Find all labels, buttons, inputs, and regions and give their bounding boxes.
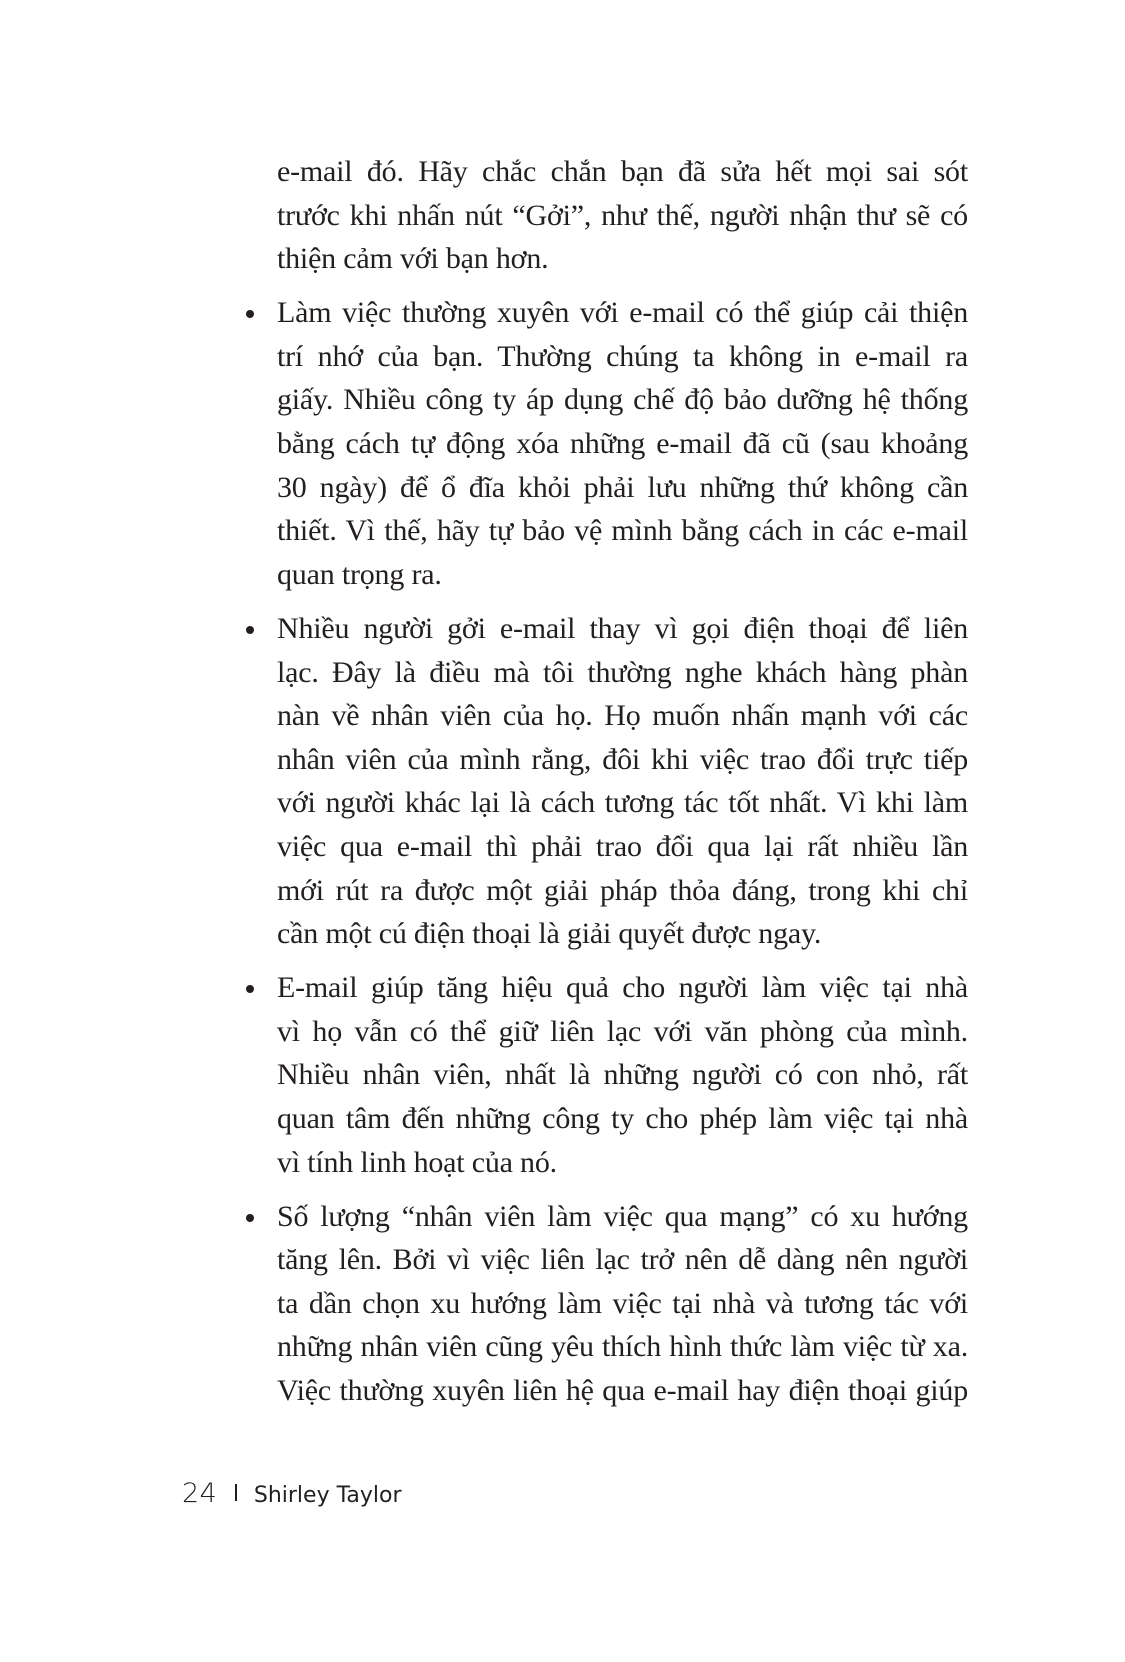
text-line: trí nhớ của bạn. Thường chúng ta không in e-mail ra	[277, 339, 968, 373]
paragraph	[277, 150, 968, 281]
text-line: 30 ngày) để ổ đĩa khỏi phải lưu những thứ không cần	[277, 470, 968, 504]
text-line: những nhân viên cũng yêu thích hình thức làm việc từ xa.	[277, 1330, 968, 1364]
text-line: mới rút ra được một giải pháp thỏa đáng, trong khi chỉ	[277, 873, 968, 907]
text-line: bằng cách tự động xóa những e-mail đã cũ (sau khoảng	[277, 427, 968, 461]
text-line: nhân viên của mình rằng, đôi khi việc trao đổi trực tiếp	[277, 742, 968, 776]
text-line: Làm việc thường xuyên với e-mail có thể giúp cải thiện	[277, 296, 968, 330]
text-line: việc qua e-mail thì phải trao đổi qua lại rất nhiều lần	[277, 829, 968, 863]
text-line: lạc. Đây là điều mà tôi thường nghe khách hàng phàn	[277, 655, 968, 689]
page-number: 24	[182, 1478, 218, 1509]
footer-separator	[235, 1484, 237, 1501]
text-line: thiện cảm với bạn hơn.	[277, 242, 549, 276]
text-line: e-mail đó. Hãy chắc chắn bạn đã sửa hết mọi sai sót	[277, 155, 968, 188]
text-line: quan trọng ra.	[277, 557, 442, 591]
text-line: vì họ vẫn có thể giữ liên lạc với văn phòng của mình.	[277, 1014, 968, 1048]
bullet-icon	[246, 1214, 254, 1222]
text-line: Việc thường xuyên liên hệ qua e-mail hay điện thoại giúp	[277, 1374, 968, 1408]
text-line: Số lượng “nhân viên làm việc qua mạng” có xu hướng	[277, 1199, 968, 1233]
text-line: Nhiều người gởi e-mail thay vì gọi điện thoại để liên	[277, 611, 968, 645]
bullet-icon	[246, 310, 254, 318]
bullet-item	[277, 291, 968, 596]
text-line: cần một cú điện thoại là giải quyết được ngay.	[277, 917, 822, 951]
text-line: E-mail giúp tăng hiệu quả cho người làm việc tại nhà	[277, 971, 968, 1005]
author-name: Shirley Taylor	[253, 1483, 402, 1508]
text-line: quan tâm đến những công ty cho phép làm việc tại nhà	[277, 1101, 968, 1135]
text-line: tăng lên. Bởi vì việc liên lạc trở nên dễ dàng nên người	[277, 1243, 968, 1277]
text-line: nàn về nhân viên của họ. Họ muốn nhấn mạnh với các	[277, 699, 968, 733]
text-line: với người khác lại là cách tương tác tốt nhất. Vì khi làm	[277, 786, 968, 820]
text-line: ta dần chọn xu hướng làm việc tại nhà và tương tác với	[277, 1286, 968, 1320]
page-footer	[182, 1478, 402, 1510]
bullet-icon	[246, 626, 254, 634]
text-line: thiết. Vì thế, hãy tự bảo vệ mình bằng cách in các e-mail	[277, 514, 968, 548]
bullet-item	[277, 607, 968, 956]
text-line: Nhiều nhân viên, nhất là những người có con nhỏ, rất	[277, 1058, 968, 1092]
bullet-item	[277, 1195, 968, 1413]
bullet-item	[277, 966, 968, 1184]
body-text	[277, 150, 968, 1423]
bullet-icon	[246, 985, 254, 993]
text-line: giấy. Nhiều công ty áp dụng chế độ bảo dưỡng hệ thống	[277, 383, 968, 417]
text-line: trước khi nhấn nút “Gởi”, như thế, người nhận thư sẽ có	[277, 198, 968, 232]
text-line: vì tính linh hoạt của nó.	[277, 1145, 557, 1179]
